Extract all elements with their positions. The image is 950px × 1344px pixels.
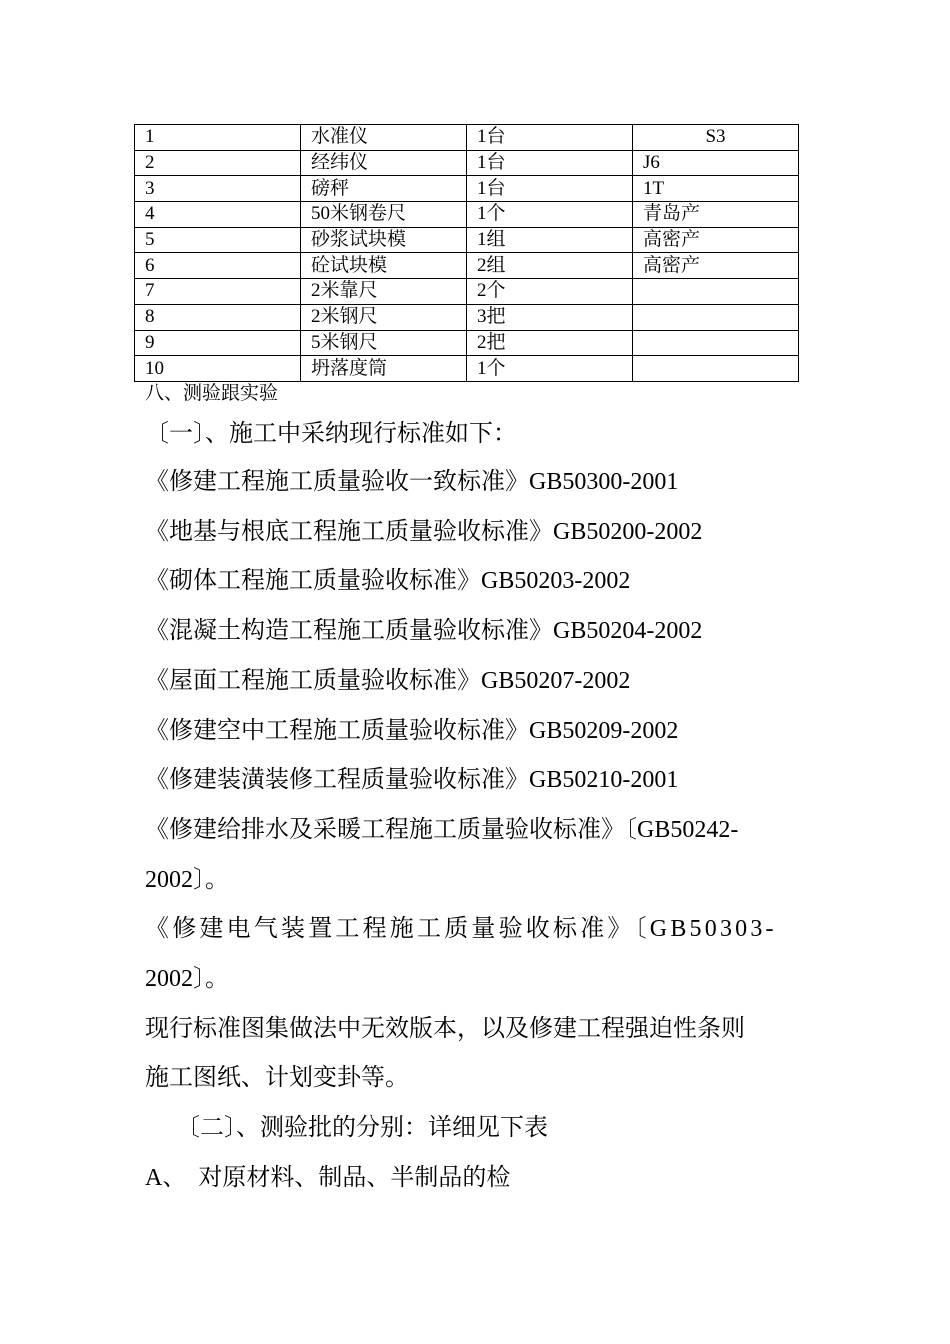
equipment-table: [134, 124, 799, 382]
equipment-spec: [633, 279, 799, 305]
paragraph-text: 施工图纸、计划变卦等。: [145, 1065, 409, 1091]
table-row: [135, 253, 799, 279]
standard-item-continued: 2002〕。: [145, 867, 229, 893]
row-number: 9: [135, 330, 301, 356]
row-number: 10: [135, 356, 301, 382]
row-number: 3: [135, 176, 301, 202]
equipment-quantity: 2组: [467, 253, 633, 279]
section-heading: 八、测验跟实验: [145, 383, 279, 404]
equipment-name: 2米靠尺: [301, 279, 467, 305]
equipment-name: 砂浆试块模: [301, 227, 467, 253]
equipment-quantity: 2个: [467, 279, 633, 305]
equipment-name: 2米钢尺: [301, 304, 467, 330]
paragraph-subheading: 〔二〕、测验批的分别：详细见下表: [176, 1115, 548, 1141]
standard-item: 《混凝土构造工程施工质量验收标准》GB50204-2002: [145, 618, 703, 644]
equipment-spec: [633, 356, 799, 382]
row-number: 2: [135, 150, 301, 176]
standard-item: 《修建给排水及采暖工程施工质量验收标准》〔GB50242-: [145, 817, 739, 843]
table-row: [135, 304, 799, 330]
equipment-spec: 高密产: [633, 253, 799, 279]
equipment-name: 水准仪: [301, 125, 467, 151]
equipment-spec: 青岛产: [633, 202, 799, 228]
table-row: [135, 356, 799, 382]
standard-item: 《修建工程施工质量验收一致标准》GB50300-2001: [145, 469, 679, 495]
standard-item: 《砌体工程施工质量验收标准》GB50203-2002: [145, 568, 631, 594]
equipment-quantity: 2把: [467, 330, 633, 356]
equipment-spec: J6: [633, 150, 799, 176]
table-row: [135, 202, 799, 228]
equipment-name: 5米钢尺: [301, 330, 467, 356]
equipment-spec: [633, 304, 799, 330]
paragraph-text: 现行标准图集做法中无效版本，以及修建工程强迫性条则: [145, 1016, 745, 1042]
row-number: 6: [135, 253, 301, 279]
standard-item: 《修建装潢装修工程质量验收标准》GB50210-2001: [145, 767, 679, 793]
row-number: 1: [135, 125, 301, 151]
equipment-spec: 高密产: [633, 227, 799, 253]
equipment-name: 砼试块模: [301, 253, 467, 279]
standard-item-continued: 2002〕。: [145, 966, 229, 992]
standard-item: 《修建电气装置工程施工质量验收标准》〔GB50303-: [145, 916, 777, 942]
equipment-spec: S3: [633, 125, 799, 151]
table-row: [135, 279, 799, 305]
equipment-spec: 1T: [633, 176, 799, 202]
table-row: [135, 176, 799, 202]
row-number: 7: [135, 279, 301, 305]
equipment-quantity: 1台: [467, 125, 633, 151]
row-number: 4: [135, 202, 301, 228]
equipment-quantity: 3把: [467, 304, 633, 330]
equipment-spec: [633, 330, 799, 356]
equipment-quantity: 1个: [467, 356, 633, 382]
table-row: [135, 150, 799, 176]
paragraph-standards-intro: 〔一〕、施工中采纳现行标准如下：: [145, 421, 517, 447]
equipment-name: 磅秤: [301, 176, 467, 202]
table-row: [135, 125, 799, 151]
equipment-name: 50米钢卷尺: [301, 202, 467, 228]
equipment-quantity: 1组: [467, 227, 633, 253]
standard-item: 《修建空中工程施工质量验收标准》GB50209-2002: [145, 718, 679, 744]
row-number: 5: [135, 227, 301, 253]
standard-item: 《屋面工程施工质量验收标准》GB50207-2002: [145, 668, 631, 694]
table-row: [135, 227, 799, 253]
equipment-quantity: 1台: [467, 176, 633, 202]
equipment-name: 经纬仪: [301, 150, 467, 176]
equipment-table-body: [135, 125, 799, 382]
paragraph-list-item: A、 对原材料、制品、半制品的检: [145, 1165, 511, 1191]
row-number: 8: [135, 304, 301, 330]
equipment-quantity: 1个: [467, 202, 633, 228]
equipment-quantity: 1台: [467, 150, 633, 176]
equipment-name: 坍落度筒: [301, 356, 467, 382]
table-row: [135, 330, 799, 356]
standard-item: 《地基与根底工程施工质量验收标准》GB50200-2002: [145, 519, 703, 545]
